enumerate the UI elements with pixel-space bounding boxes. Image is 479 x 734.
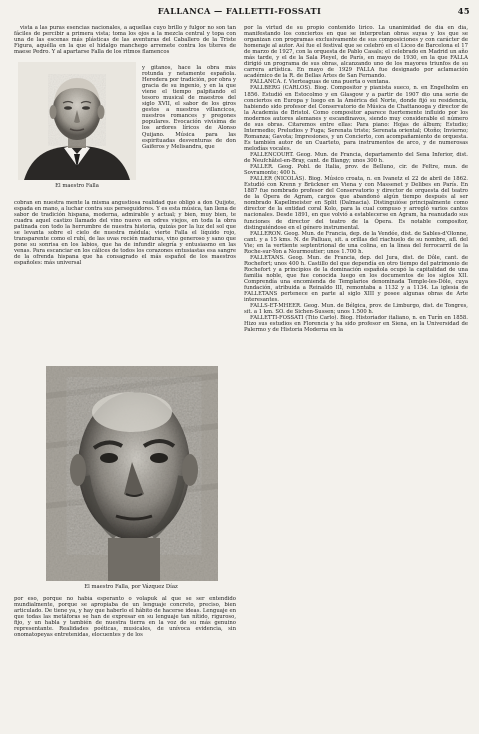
page-number: 45 [457,6,470,16]
entry-falls-et-mheer: FALLS-ET-MHEER. Geog. Mun. de Bélgica, prov. de Limburgo, dist. de Tongres, sit. a 1 km. SO. de Sichen-Sussen; unos 1.500 h. [244,303,468,316]
portrait-photo-falla [18,62,136,180]
portrait-photo-caption: El maestro Falla [55,183,99,189]
entry-fallanca: FALLANCA. f. Vierteaguas de una puerta o ventana. [250,79,391,86]
left-wrap-paragraph: y gitanos, hace la obra más rotunda y netamente española. Heredera por tradición, por obra y gracia de su ingenio, y en la que viene el tiempo palpitando el tesoro musical de maestros del siglo XVII, el sabor de los giros gestos a nuestros villancicos, nuestros romances y pregones populares. Evocación vivísima de los ardores líricos de Alonso Quijano. Música para las espirituadas desventuras de don Gaiferos y Melisandra, que [142,65,236,150]
entry-fallencourt: FALLENCOURT. Geog. Mun. de Francia, departamento del Sena Inferior, dist. de Neufchâtel-en-Bray, cant. de Blangy; unos 300 h. [244,151,468,165]
portrait-drawing-falla [46,366,218,581]
left-column-middle [14,200,236,358]
portrait-photo-image [18,62,136,180]
left-column-intro [14,25,236,63]
portrait-drawing-image [46,366,218,581]
header-title: FALLANCA — FALLETTI-FOSSATI [157,6,322,16]
entry-falleron: FALLERON. Geog. Mun. de Francia, dep. de la Vendée, dist. de Sables-d'Olonne, cant. y a 15 kms. N. de Palluau, sit. a orillas del riachuelo de su nombre, afl. del Vie; en la vertiente septentrional de una colina, en la línea del ferrocarril de la Roche-sur-Yon a Nourmoutier; unos 1.700 h. [244,230,468,255]
left-column-bottom [14,596,236,726]
entry-falletti-fossati: FALLETTI-FOSSATI (Tito Carlo). Biog. Historiador italiano, n. en Turín en 1858. Hizo sus estudios en Florencia y ha sido profesor en Siena, en la Universidad de Palermo y de Historia Moderna en la [244,315,468,334]
left-intro-paragraph: vista a las puras esencias nacionales, a aquellas cuyo brillo y fulgor no son tan fáciles de percibir a primera vista; toma los ojos a la mezcla central y topa con una de las escenas más plásticas de las aventuras del Caballero de la Triste Figura, aquélla en la que el hidalgo manchego arremete contra los títeres de maese Pedro. Y al apartarse Falla de los ritmos flamencos [14,25,236,56]
right-column [244,25,468,727]
entry-falletans: FALLETANS. Geog. Mun. de Francia, dep. del Jura, dist. de Dôle, cant. de Rochefort; unos 400 h. Castillo del que dependía en otro tiempo del patrimonio de Rochefort y a principios de la dominación española ocupó la capitalidad de una familia noble, que fue conocida luego en los documentos de los siglos XII. Comprendía una encomienda de Templarios denominada Temple-les-Dôle, cuya fundación, atribuida a Reinaldo III, remontaba a 1132 y a 1134. La iglesia de FALLETANS pertenece en parte al siglo XIII y posee algunas obras de Arte interesantes. [244,254,468,304]
entry-faller-geog: FALLER. Geog. Pobl. de Italia, prov. de Belluno, cir. de Feltre, mun. de Sovramonte; 400 h. [244,164,468,177]
running-header [0,6,479,20]
falla-continuation: por la virtud de su propio contenido lírico. La unanimidad de día en día, manifestando los conciertos en que se interpretan obras suyas y los que se organizan con programas exclusivamente de sus composiciones y con carácter de homenaje al autor. Así fue el festival que se celebró en el Liceo de Barcelona el 17 de marzo de 1927, con la orquesta de Pablo Casals; el celebrado en Madrid un año más tarde, y el de la Sala Pleyel, de París, en mayo de 1930, en la que FALLA dirigió un programa de sus obras, alcanzando uno de los mayores triunfos de su carrera artística. En mayo de 1929 FALLA fue designado por aclamación académico de la R. de Bellas Artes de San Fernando. [244,25,468,80]
left-bottom-paragraph: por eso, porque no había esperanto o volapuk al que se ser entendido mundialmente, porque se apropiaba de un lenguaje concreto, preciso, bien articulado. De tiene ya, y hay que haberlo el hábito de hacerse ideas. Lenguaje en que todas las metáforas se han de expresar en su lenguaje tan nítido, riguroso, fijo, y un habla y también de nuestra tierra en la voz de su más genuino representante. Realidades poéticas, musicales, de unívoca evidencia, sin onomatopeyas entretenidas, elocuentes y de los [14,596,236,639]
entry-faller-biog: FALLER (NICOLÁS). Biog. Músico croata, n. en Ivanetz el 22 de abril de 1862. Estudió con Krenn y Brückner en Viena y con Massenet y Delibes en París. En 1887 fue nombrado profesor del Conservatorio y director de orquesta del teatro de la Ópera de Agram, cargos que abandonó algún tiempo después al ser nombrado Kapellmeister en Split (Dalmacia). Distinguióse principalmente como director de la entidad coral Kolo, para la cual compuso y arregló varios cantos nacionales. Desde 1891, en que volvió a establecerse en Agram, ha reanudado sus funciones de director del teatro de la Ópera. Es notable compositor, distinguiéndose en el género instrumental. [244,176,468,231]
entry-fallberg: FALLBERG (CARLOS). Biog. Compositor y pianista sueco, n. en Engelholm en 1856. Estudió en Estocolmo y en Glasgow y a partir de 1907 dio una serie de conciertos en Europa y luego en la América del Norte, donde fijó su residencia, habiendo sido profesor del Conservatorio de Música de Chattanooga y director de la Academia de Bristol. Como compositor aparece fuertemente influido por los modernos autores alemanes y escandinavos, siendo muy considerable el número de sus obras. Citaremos entre ellas: Para piano: Hojas de álbum; Estudio; Intermedio; Preludios y Fuga; Serenata triste; Serenata oriental; Otoño; Invierno; Romanza; Gavota; Impresiones, y un Concierto, con acompañamiento de orquesta. Es también autor de un Cuarteto, para instrumentos de arco, y de numerosas melodías vocales. [244,85,468,152]
left-middle-paragraph: cobran en nuestra mente la misma angustiosa realidad que obligó a don Quijote, espada en mano, a luchar contra sus perseguidores. Y es esta música, tan llena de sabor de tradición hispana, moderna, admirable y actual; y bien, muy bien, te cuadra aquel castizo llamado del vino nuevo en odres viejos, en toda la obra patinada con todo la herrumbre de nuestra historia, quizás por la luz del sol que se levanta sobre el cielo de nuestra médula; vierte Falla el líquido rojo, transparente como el rubí, de las uvas recién maduras, vino generoso y sano que pone su sonrisa en los labios, que ha de infundir alegría y entusiasmo en las venas. Para escanciar en los cálices de todos los corazones entusiastas esa sangre de la ofrenda hispana que ha consagrado el más español de los maestros españoles: más universal [14,200,236,267]
portrait-drawing-caption: El maestro Falla, por Vázquez Díaz [84,584,178,590]
left-wrap-text [142,65,236,197]
